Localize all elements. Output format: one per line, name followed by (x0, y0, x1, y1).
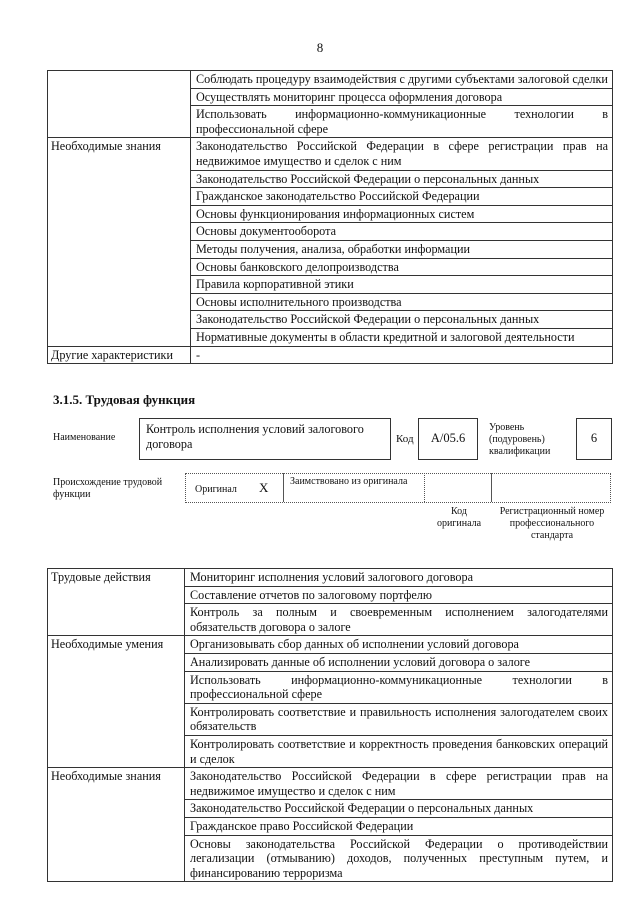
row-item-text: Законодательство Российской Федерации в сфере регистрации прав на недвижимое имущество и сделок с ним (191, 138, 613, 170)
name-box (139, 418, 391, 460)
name-label: Наименование (53, 432, 116, 443)
row-item-text: Гражданское право Российской Федерации (185, 817, 613, 835)
row-item-text: Контролировать соответствие и правильность исполнения залогодателем своих обязательств (185, 703, 613, 735)
row-item-text: Основы исполнительного производства (191, 293, 613, 311)
table-row (48, 569, 613, 587)
level-box (576, 418, 612, 460)
table-row (48, 71, 613, 89)
original-mark: X (259, 480, 269, 495)
table2-body (48, 569, 613, 882)
row-item-text: Организовывать сбор данных об исполнении условий договора (185, 636, 613, 654)
row-item-text: Соблюдать процедуру взаимодействия с другими субъектами залоговой сделки (191, 71, 613, 89)
original-label: Оригинал (195, 484, 237, 495)
level-label: Уровень (подуровень) квалификации (489, 422, 551, 457)
table-row (48, 636, 613, 654)
row-item-text: Законодательство Российской Федерации о персональных данных (191, 170, 613, 188)
row-item-text: Мониторинг исполнения условий залогового договора (185, 569, 613, 587)
row-group-label: Необходимые знания (48, 768, 185, 882)
row-item-text: Основы функционирования информационных систем (191, 205, 613, 223)
name-value: Контроль исполнения условий залогового договора (146, 422, 364, 451)
row-item-text: Основы банковского делопроизводства (191, 258, 613, 276)
row-group-label: Другие характеристики (48, 346, 191, 364)
page-number: 8 (316, 40, 324, 55)
row-item-text: Использовать информационно-коммуникационные технологии в профессиональной сфере (191, 106, 613, 138)
row-group-label: Необходимые знания (48, 138, 191, 346)
row-item-text: Основы документооборота (191, 223, 613, 241)
code-label: Код (396, 433, 414, 445)
origin-label: Происхождение трудовой функции (53, 477, 163, 500)
section-title: 3.1.5. Трудовая функция (53, 392, 196, 407)
requirements-table-bottom (47, 568, 613, 882)
code-value: A/05.6 (430, 431, 466, 445)
row-item-text: Использовать информационно-коммуникационные технологии в профессиональной сфере (185, 671, 613, 703)
row-item-text: Контролировать соответствие и корректность проведения банковских операций и сделок (185, 735, 613, 767)
row-group-label (48, 71, 191, 138)
row-item-text: Законодательство Российской Федерации о персональных данных (191, 311, 613, 329)
row-item-text: Анализировать данные об исполнении условий договора о залоге (185, 653, 613, 671)
reg-number-caption: Регистрационный номер профессионального стандарта (499, 506, 605, 541)
row-group-label: Необходимые умения (48, 636, 185, 768)
row-item-text: Составление отчетов по залоговому портфелю (185, 586, 613, 604)
row-item-text: Правила корпоративной этики (191, 276, 613, 294)
origin-divider-2 (424, 473, 426, 502)
origin-divider-3 (491, 473, 493, 502)
table1-body (48, 71, 613, 364)
row-item-text: Осуществлять мониторинг процесса оформления договора (191, 88, 613, 106)
row-item-text: Контроль за полным и своевременным исполнением залогодателями обязательств договора о залоге (185, 604, 613, 636)
row-item-text: Гражданское законодательство Российской Федерации (191, 188, 613, 206)
requirements-table-top (47, 70, 613, 364)
row-item-text: - (191, 346, 613, 364)
code-box (418, 418, 478, 460)
row-group-label: Трудовые действия (48, 569, 185, 636)
borrowed-label: Заимствовано из оригинала (290, 476, 408, 487)
row-item-text: Нормативные документы в области кредитной и залоговой деятельности (191, 328, 613, 346)
table-row (48, 138, 613, 170)
code-original-caption: Код оригинала (436, 506, 482, 529)
level-value: 6 (590, 431, 598, 445)
row-item-text: Законодательство Российской Федерации в сфере регистрации прав на недвижимое имущество и сделок с ним (185, 768, 613, 800)
table-row (48, 346, 613, 364)
row-item-text: Основы законодательства Российской Федерации о противодействии легализации (отмыванию) доходов, полученных преступным путем, и финансированию терроризма (185, 835, 613, 882)
origin-divider-1 (283, 473, 284, 502)
table-row (48, 768, 613, 800)
row-item-text: Законодательство Российской Федерации о персональных данных (185, 800, 613, 818)
row-item-text: Методы получения, анализа, обработки информации (191, 240, 613, 258)
